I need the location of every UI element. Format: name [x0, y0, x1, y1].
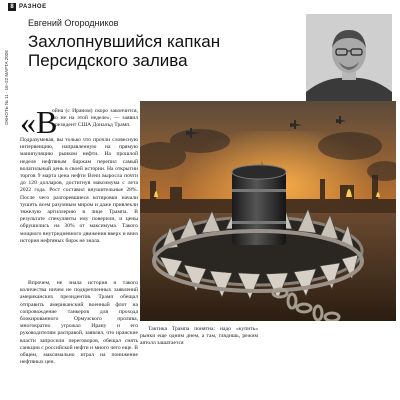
illustration-oil-barrel-trap	[140, 101, 396, 321]
headline-line-1: Захлопнувшийся капкан	[28, 32, 221, 51]
section-label: РАЗНОЕ	[19, 4, 47, 10]
headline-line-2: Персидского залива	[28, 51, 188, 70]
issue-side-label	[3, 15, 11, 125]
paragraph-1-start: ойна (с Ираном) скоро закончится, но не на этой неделе», — заявил президент США Дональд Трамп.	[52, 108, 138, 129]
hero-illustration	[140, 101, 396, 321]
issue-side-text: ОКНОТЬ № 11 · 16–22 МАРТА 2026	[4, 50, 9, 125]
page-number: 8	[8, 3, 16, 11]
article-headline	[28, 32, 298, 70]
author-portrait	[306, 14, 392, 106]
paragraph-2: Впрочем, не знала история и такого количества ничем не подкрепленных заявлений американских президентов. Трамп обещал отправить американский военный флот на сопровождение танкеров для прохода блокированного Ормузского пролива, многократно угрожал Ирану и его руководителям расправой, заявлял, что иранские власти запросили переговоров, обещал снять санкции с российской нефти и много чего еще. В общем, максимально играл на понижение нефтяных цен.	[20, 280, 138, 366]
author-name: Евгений Огородников	[28, 18, 119, 28]
drop-cap: «В	[20, 104, 58, 140]
paragraph-1-continued: Подразумевая, вы только что прочли словесную интервенцию, направленную на прямую манипуляцию рынком нефти. На прошлой неделе нефтяным биржам перепил самый волатильный день в своей истории. На открытии торгов 9 марта цена нефти Brent выросла почти до 120 долларов, достигнув максимума с лета 2022 года. Рост составил внушительные 28%. После чего разгоревшиеся котировки начали тушить всем разумным миром и даже привлекли тяжелую артиллерию в лице Трампа. В результате спекулянты ему поверили, и цены обрушились на 30% от максимума. Такого мощного внутридневного движения вверх и вниз история нефтяных бирж не знала.	[20, 137, 138, 244]
header-bar	[0, 0, 400, 12]
paragraph-3: Тактика Трампа понятна: надо «купить» рынки еще одним днем, а там, глядишь, режим аятолл зашатается	[140, 326, 258, 347]
portrait-image	[306, 14, 392, 106]
